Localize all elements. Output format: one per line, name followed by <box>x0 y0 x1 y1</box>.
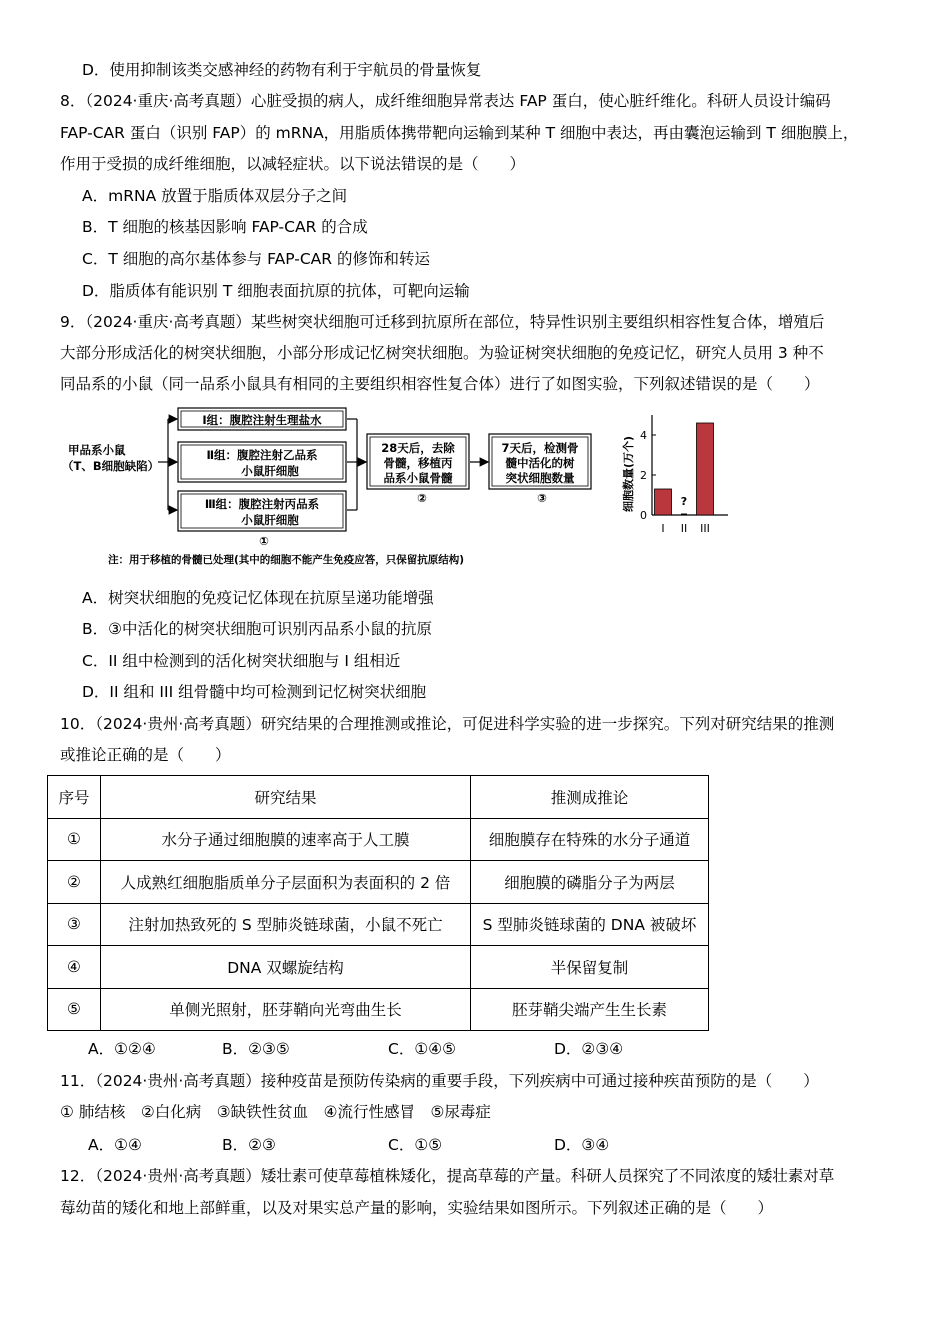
q12-stem-line-1: 12．（2024·贵州·高考真题）矮壮素可使草莓植株矮化，提高草莓的产量。科研人员探究了不同浓度的矮壮素对草 <box>60 1167 835 1185</box>
table-header-cell: 推测成推论 <box>471 776 709 819</box>
box3-line-1: 7天后，检测骨 <box>501 441 579 455</box>
q9-option-b: B．③中活化的树突状细胞可识别丙品系小鼠的抗原 <box>82 620 433 638</box>
x-tick-label: III <box>700 522 710 535</box>
q10-answer-b: B．②③⑤ <box>222 1040 290 1058</box>
group3-label-2: 小鼠肝细胞 <box>241 513 299 527</box>
table-cell: S 型肺炎链球菌的 DNA 被破坏 <box>471 903 709 946</box>
table-row <box>48 818 709 861</box>
q8-option-d: D．脂质体有能识别 T 细胞表面抗原的抗体，可靶向运输 <box>82 282 470 300</box>
q9-experiment-figure <box>60 405 740 575</box>
q9-option-d: D．II 组和 III 组骨髓中均可检测到记忆树突状细胞 <box>82 683 427 701</box>
q10-answer-d: D．②③④ <box>554 1040 624 1058</box>
step-1-marker: ① <box>259 534 269 548</box>
table-cell: 半保留复制 <box>471 946 709 989</box>
q9-option-c: C．II 组中检测到的活化树突状细胞与 I 组相近 <box>82 652 401 670</box>
table-cell: 细胞膜的磷脂分子为两层 <box>471 861 709 904</box>
q9-option-a: A．树突状细胞的免疫记忆体现在抗原呈递功能增强 <box>82 589 434 607</box>
q10-answer-c: C．①④⑤ <box>388 1040 457 1058</box>
box2-line-3: 品系小鼠骨髓 <box>383 471 453 485</box>
table-header-row <box>48 776 709 819</box>
table-header-cell: 研究结果 <box>101 776 471 819</box>
q9-stem-line-2: 大部分形成活化的树突状细胞，小部分形成记忆树突状细胞。为验证树突状细胞的免疫记忆，研究人员用 3 种不 <box>60 344 824 362</box>
q11-items: ① 肺结核 ②白化病 ③缺铁性贫血 ④流行性感冒 ⑤尿毒症 <box>60 1103 491 1121</box>
q8-stem-line-2: FAP-CAR 蛋白（识别 FAP）的 mRNA，用脂质体携带靶向运输到某种 T 细胞中表达，再由囊泡运输到 T 细胞膜上， <box>60 124 859 142</box>
q10-table <box>47 775 709 1031</box>
box2-line-1: 28天后，去除 <box>381 441 455 455</box>
table-cell: 胚芽鞘尖端产生生长素 <box>471 988 709 1031</box>
q11-answer-d: D．③④ <box>554 1136 610 1154</box>
q11-answer-a: A．①④ <box>88 1136 142 1154</box>
table-cell: ④ <box>48 946 101 989</box>
table-header-cell: 序号 <box>48 776 101 819</box>
q8-stem-line-1: 8．（2024·重庆·高考真题）心脏受损的病人，成纤维细胞异常表达 FAP 蛋白，使心脏纤维化。科研人员设计编码 <box>60 92 831 110</box>
q10-answer-a: A．①②④ <box>88 1040 156 1058</box>
mouse-label-2: （T、B细胞缺陷） <box>62 459 160 473</box>
table-cell: 水分子通过细胞膜的速率高于人工膜 <box>101 818 471 861</box>
table-cell: 注射加热致死的 S 型肺炎链球菌，小鼠不死亡 <box>101 903 471 946</box>
q8-option-b: B．T 细胞的核基因影响 FAP-CAR 的合成 <box>82 218 368 236</box>
y-tick-label: 4 <box>640 429 647 442</box>
q9-stem-line-3: 同品系的小鼠（同一品系小鼠具有相同的主要组织相容性复合体）进行了如图实验，下列叙述错误的是（ ） <box>60 375 820 393</box>
table-cell: ⑤ <box>48 988 101 1031</box>
box2-line-2: 骨髓，移植丙 <box>383 456 453 470</box>
group2-label-1: Ⅱ组：腹腔注射乙品系 <box>206 448 318 462</box>
x-tick-label: I <box>661 522 665 535</box>
q9-stem-line-1: 9．（2024·重庆·高考真题）某些树突状细胞可迁移到抗原所在部位，特异性识别主要组织相容性复合体，增殖后 <box>60 313 825 331</box>
q8-option-a: A．mRNA 放置于脂质体双层分子之间 <box>82 187 348 205</box>
table-cell: 人成熟红细胞脂质单分子层面积为表面积的 2 倍 <box>101 861 471 904</box>
table-cell: ② <box>48 861 101 904</box>
q11-answer-c: C．①⑤ <box>388 1136 443 1154</box>
q7-option-d: D．使用抑制该类交感神经的药物有利于宇航员的骨量恢复 <box>82 61 482 79</box>
table-cell: DNA 双螺旋结构 <box>101 946 471 989</box>
bar-unknown-label: ? <box>680 495 688 508</box>
box3-line-3: 突状细胞数量 <box>505 471 575 485</box>
step-2-marker: ② <box>417 491 427 505</box>
table-row <box>48 861 709 904</box>
figure-note: 注：用于移植的骨髓已处理(其中的细胞不能产生免疫应答，只保留抗原结构) <box>108 554 465 566</box>
q11-stem: 11．（2024·贵州·高考真题）接种疫苗是预防传染病的重要手段，下列疾病中可通过接种疾苗预防的是（ ） <box>60 1072 819 1090</box>
group2-label-2: 小鼠肝细胞 <box>241 464 299 478</box>
q11-answer-b: B．②③ <box>222 1136 276 1154</box>
bar-III <box>697 423 714 515</box>
x-tick-label: II <box>680 522 688 535</box>
q12-stem-line-2: 莓幼苗的矮化和地上部鲜重，以及对果实总产量的影响，实验结果如图所示。下列叙述正确的是（ ） <box>60 1199 774 1217</box>
table-cell: ③ <box>48 903 101 946</box>
table-cell: 细胞膜存在特殊的水分子通道 <box>471 818 709 861</box>
table-row <box>48 988 709 1031</box>
table-row <box>48 946 709 989</box>
step-3-marker: ③ <box>537 491 547 505</box>
table-cell: 单侧光照射，胚芽鞘向光弯曲生长 <box>101 988 471 1031</box>
group3-label-1: Ⅲ组：腹腔注射丙品系 <box>204 497 320 511</box>
y-tick-label: 0 <box>640 509 647 522</box>
group1-label: Ⅰ组：腹腔注射生理盐水 <box>202 413 322 427</box>
q8-stem-line-3: 作用于受损的成纤维细胞，以减轻症状。以下说法错误的是（ ） <box>60 155 526 173</box>
table-row <box>48 903 709 946</box>
q10-stem-line-1: 10．（2024·贵州·高考真题）研究结果的合理推测或推论，可促进科学实验的进一步探究。下列对研究结果的推测 <box>60 715 835 733</box>
chart-ylabel: 细胞数量(万个) <box>622 435 635 513</box>
bar-I <box>655 489 672 515</box>
y-tick-label: 2 <box>640 469 647 482</box>
table-cell: ① <box>48 818 101 861</box>
box3-line-2: 髓中活化的树 <box>505 456 575 470</box>
q10-stem-line-2: 或推论正确的是（ ） <box>60 746 231 764</box>
cell-count-bar-chart <box>621 415 728 535</box>
q8-option-c: C．T 细胞的高尔基体参与 FAP-CAR 的修饰和转运 <box>82 250 430 268</box>
mouse-label-1: 甲品系小鼠 <box>68 443 126 457</box>
